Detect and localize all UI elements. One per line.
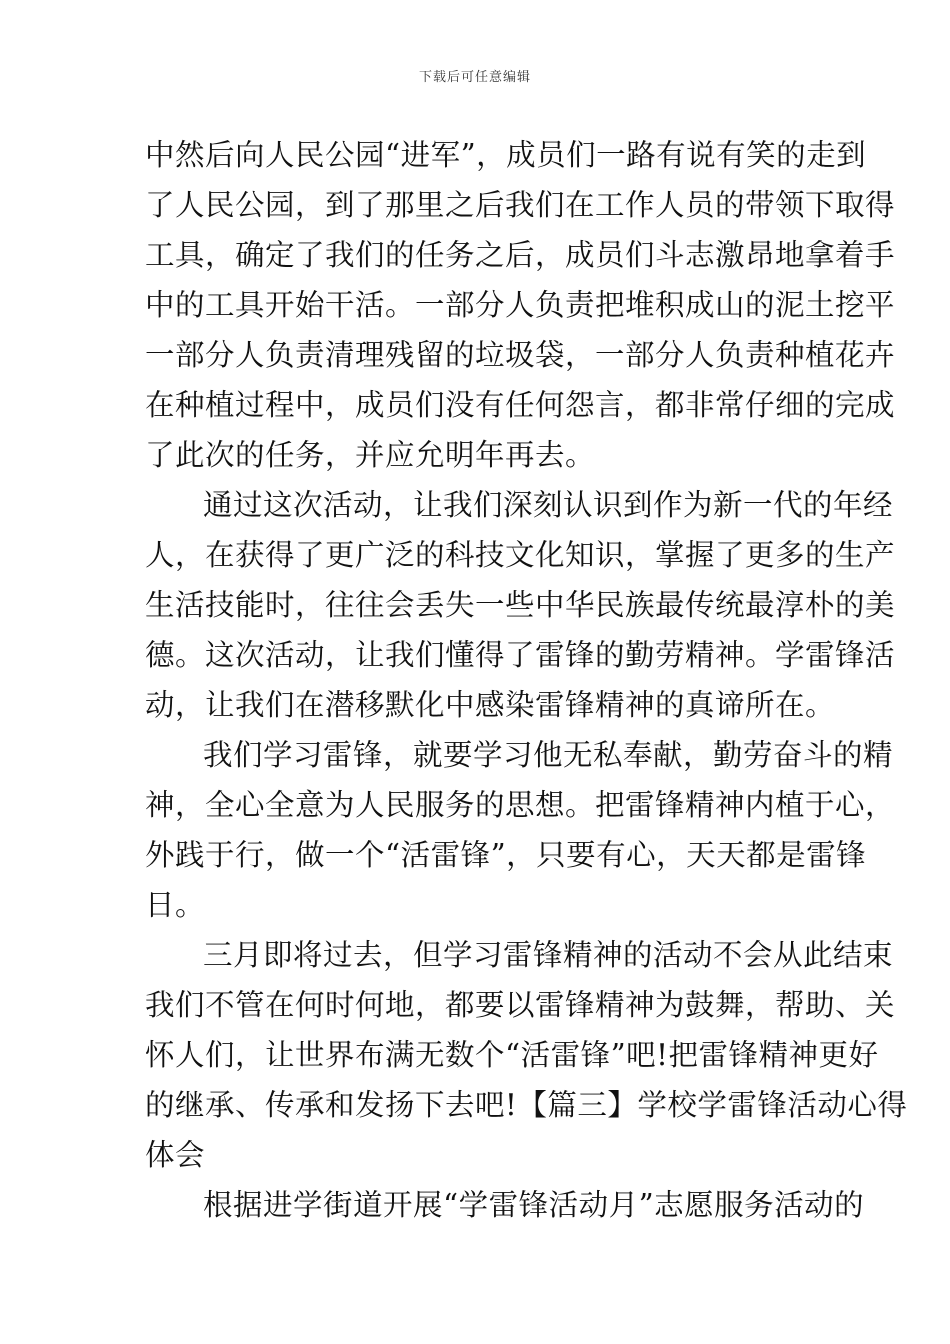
text-line: 三月即将过去，但学习雷锋精神的活动不会从此结束: [203, 938, 894, 972]
text-line: 工具，确定了我们的任务之后，成员们斗志激昂地拿着手: [145, 238, 896, 272]
text-line: 了人民公园，到了那里之后我们在工作人员的带领下取得: [145, 188, 896, 222]
text-line: 我们不管在何时何地，都要以雷锋精神为鼓舞，帮助、关: [145, 988, 896, 1022]
text-line: 怀人们，让世界布满无数个“活雷锋”吧!把雷锋精神更好: [145, 1038, 879, 1072]
text-line: 的继承、传承和发扬下去吧!【篇三】学校学雷锋活动心得: [145, 1088, 908, 1122]
text-line: 体会: [145, 1138, 206, 1172]
document-body: [145, 130, 908, 1230]
text-line: 一部分人负责清理残留的垃圾袋，一部分人负责种植花卉: [145, 338, 896, 372]
text-line: 中的工具开始干活。一部分人负责把堆积成山的泥土挖平: [145, 288, 896, 322]
text-line: 根据进学街道开展“学雷锋活动月”志愿服务活动的: [203, 1188, 865, 1222]
text-line: 外践于行，做一个“活雷锋”，只要有心，天天都是雷锋: [145, 838, 867, 872]
text-line: 了此次的任务，并应允明年再去。: [145, 438, 596, 472]
paragraph-learn-leifeng: [145, 730, 896, 930]
paragraph-street-activity: [145, 1180, 865, 1230]
text-line: 我们学习雷锋，就要学习他无私奉献，勤劳奋斗的精: [203, 738, 894, 772]
text-line: 通过这次活动，让我们深刻认识到作为新一代的年经: [203, 488, 894, 522]
text-line: 人，在获得了更广泛的科技文化知识，掌握了更多的生产: [145, 538, 896, 572]
text-line: 生活技能时，往往会丢失一些中华民族最传统最淳朴的美: [145, 588, 896, 622]
text-line: 在种植过程中，成员们没有任何怨言，都非常仔细的完成: [145, 388, 896, 422]
paragraph-activity-reflection: [145, 480, 896, 730]
paragraph-march-ending: [145, 930, 908, 1180]
paragraph-continuation: [145, 130, 896, 480]
text-line: 德。这次活动，让我们懂得了雷锋的勤劳精神。学雷锋活: [145, 638, 896, 672]
text-line: 日。: [145, 888, 206, 922]
text-line: 神，全心全意为人民服务的思想。把雷锋精神内植于心，: [145, 788, 896, 822]
page-header: 下载后可任意编辑: [418, 70, 531, 85]
text-line: 动，让我们在潜移默化中感染雷锋精神的真谛所在。: [145, 688, 836, 722]
text-line: 中然后向人民公园“进军”，成员们一路有说有笑的走到: [145, 138, 867, 172]
